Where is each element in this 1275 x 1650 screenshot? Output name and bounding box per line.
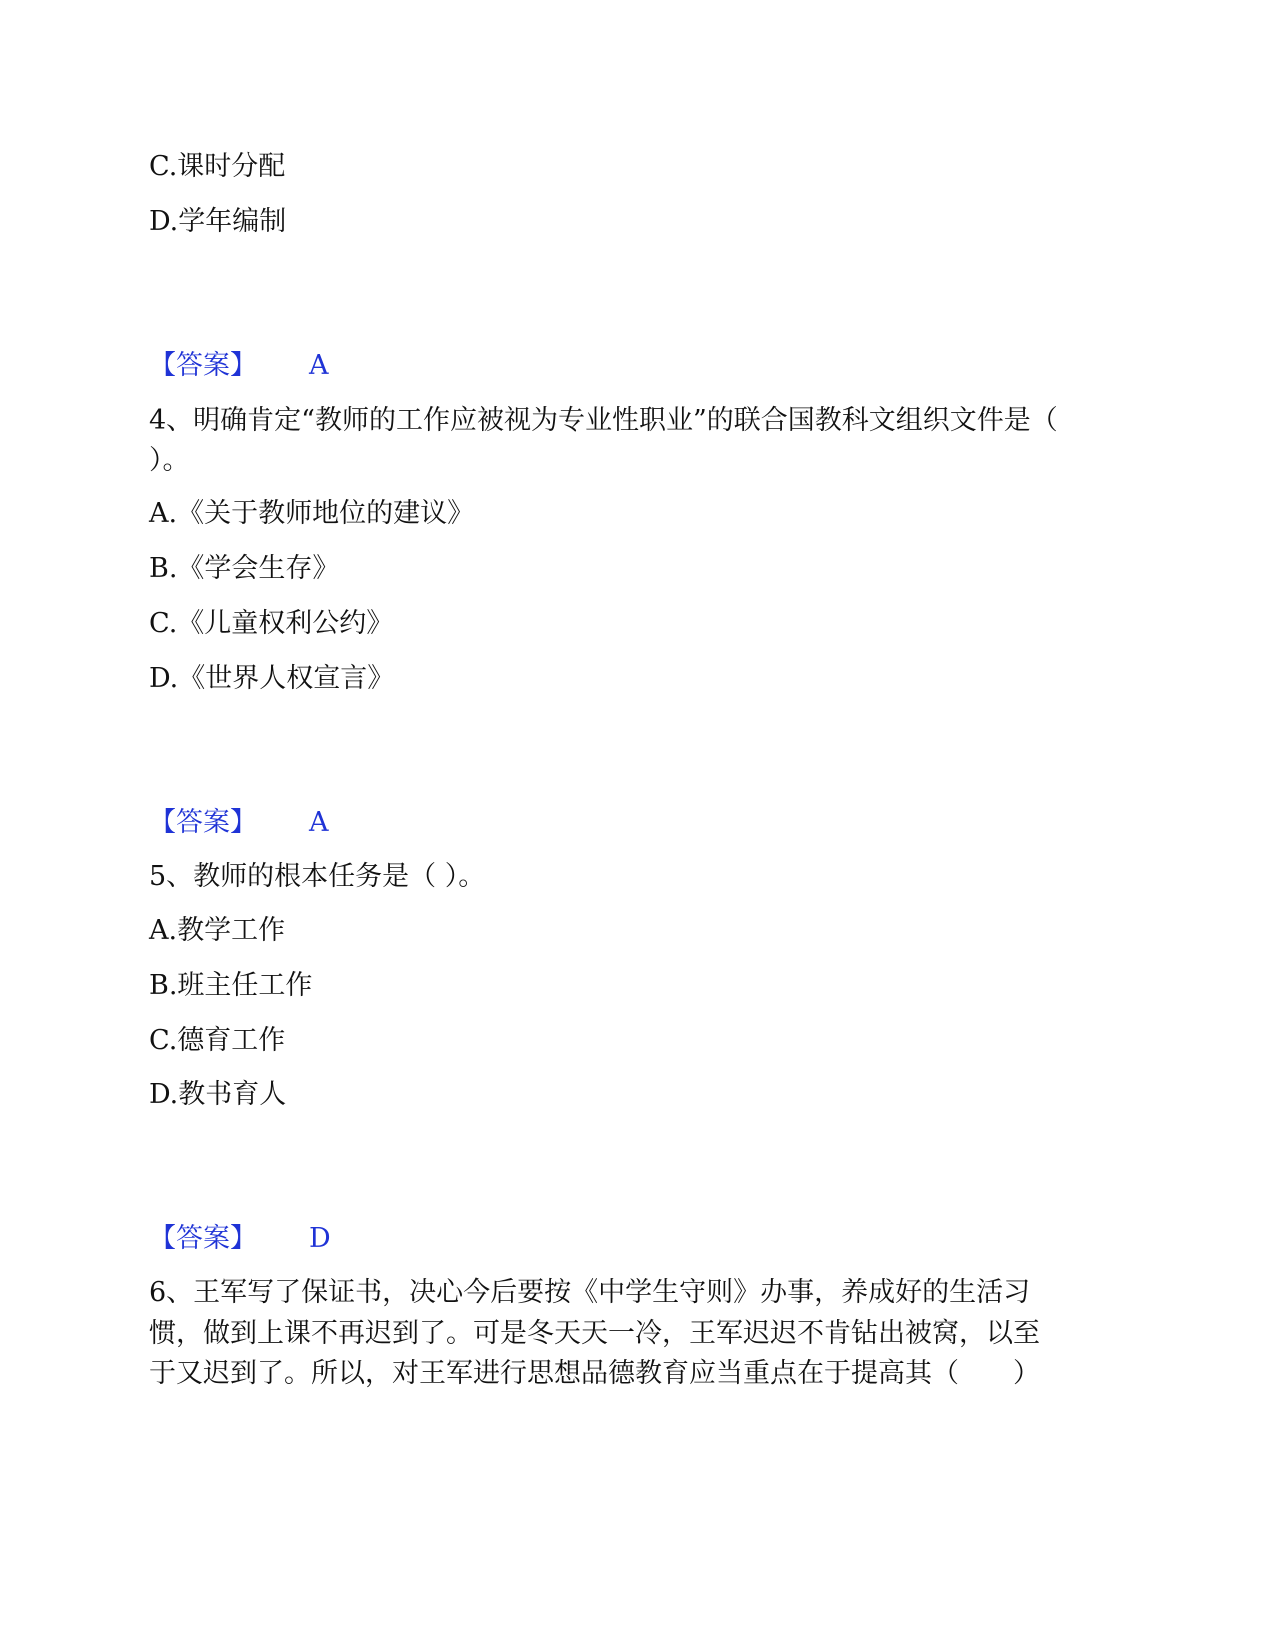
q4-question-line-1: 4、明确肯定“教师的工作应被视为专业性职业”的联合国教科文组织文件是（ [149, 405, 1058, 436]
q6-question-line-2: 惯，做到上课不再迟到了。可是冬天天一冷，王军迟迟不肯钻出被窝，以至 [149, 1318, 1040, 1349]
q3-option-c: C.课时分配 [149, 151, 286, 182]
answer-q4 [149, 806, 329, 840]
answer-value: D [309, 1223, 331, 1254]
answer-label: 【答案】 [149, 807, 257, 838]
q4-option-b: B.《学会生存》 [149, 553, 340, 584]
answer-label: 【答案】 [149, 1223, 257, 1254]
answer-q3 [149, 349, 329, 383]
answer-value: A [309, 807, 329, 838]
answer-value: A [309, 350, 329, 381]
q6-question-line-1: 6、王军写了保证书，决心今后要按《中学生守则》办事，养成好的生活习 [149, 1277, 1031, 1308]
q4-question-line-2: ）。 [149, 445, 190, 476]
q5-option-b: B.班主任工作 [149, 970, 313, 1001]
q4-option-d: D.《世界人权宣言》 [149, 663, 395, 694]
q5-option-c: C.德育工作 [149, 1025, 286, 1056]
q5-option-a: A.教学工作 [149, 915, 286, 946]
q3-option-d: D.学年编制 [149, 206, 287, 237]
q5-question: 5、教师的根本任务是（ ）。 [149, 861, 486, 892]
q4-option-a: A.《关于教师地位的建议》 [149, 498, 475, 529]
answer-label: 【答案】 [149, 350, 257, 381]
q4-option-c: C.《儿童权利公约》 [149, 608, 394, 639]
answer-q5 [149, 1222, 331, 1256]
q5-option-d: D.教书育人 [149, 1079, 287, 1110]
q6-question-line-3: 于又迟到了。所以，对王军进行思想品德教育应当重点在于提高其（ ） [149, 1358, 1040, 1389]
